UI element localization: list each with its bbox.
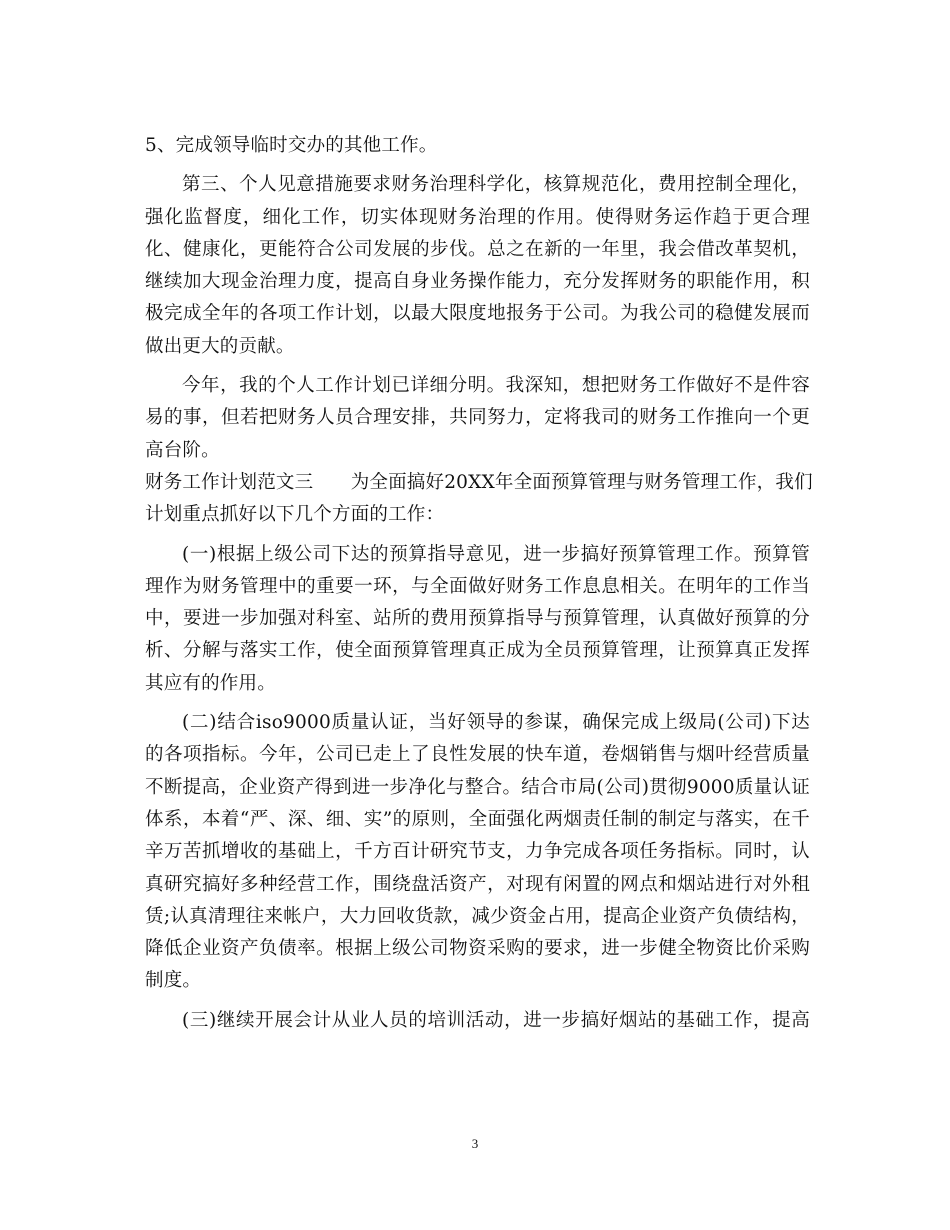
paragraph-item-5 <box>145 130 810 162</box>
paragraph-section-two <box>145 707 810 998</box>
page-number: 3 <box>471 1136 479 1151</box>
paragraph-line: 5、完成领导临时交办的其他工作。 <box>145 135 438 156</box>
paragraph-line: 做出更大的贡献。 <box>145 335 295 357</box>
paragraph-line: 真研究搞好多种经营工作，围绕盘活资产，对现有闲置的网点和烟站进行对外租 <box>145 873 810 895</box>
paragraph-section-one <box>145 539 810 700</box>
paragraph-plan-three-intro <box>145 467 813 532</box>
paragraph-line: 第三、个人见意措施要求财务治理科学化，核算规范化，费用控制全理化， <box>182 174 810 196</box>
paragraph-line: (一)根据上级公司下达的预算指导意见，进一步搞好预算管理工作。预算管 <box>182 543 810 565</box>
paragraph-line: 中，要进一步加强对科室、站所的费用预算指导与预算管理，认真做好预算的分 <box>145 608 810 630</box>
paragraph-line: 化、健康化，更能符合公司发展的步伐。总之在新的一年里，我会借改革契机， <box>145 238 810 260</box>
paragraph-line: 计划重点抓好以下几个方面的工作： <box>145 504 445 526</box>
paragraph-line: 易的事，但若把财务人员合理安排，共同努力，定将我司的财务工作推向一个更 <box>145 407 810 429</box>
paragraph-line: (三)继续开展会计从业人员的培训活动，进一步搞好烟站的基础工作，提高 <box>182 1009 810 1031</box>
paragraph-line: 强化监督度，细化工作，切实体现财务治理的作用。使得财务运作趋于更合理 <box>145 206 810 228</box>
paragraph-line: 降低企业资产负债率。根据上级公司物资采购的要求，进一步健全物资比价采购 <box>145 938 810 960</box>
paragraph-line: 理作为财务管理中的重要一环，与全面做好财务工作息息相关。在明年的工作当 <box>145 575 810 597</box>
paragraph-line: 制度。 <box>145 970 202 992</box>
paragraph-line: 的各项指标。今年，公司已走上了良性发展的快车道，卷烟销售与烟叶经营质量 <box>145 744 810 766</box>
document-body <box>145 130 813 1037</box>
paragraph-line: 赁;认真清理往来帐户，大力回收货款，减少资金占用，提高企业资产负债结构， <box>145 905 810 927</box>
paragraph-line: 体系，本着“严、深、细、实”的原则，全面强化两烟责任制的制定与落实，在千 <box>145 808 810 830</box>
paragraph-line: 不断提高，企业资产得到进一步净化与整合。结合市局(公司)贯彻9000质量认证 <box>145 776 810 798</box>
paragraph-line: 辛万苦抓增收的基础上，千方百计研究节支，力争完成各项任务指标。同时，认 <box>145 841 810 863</box>
paragraph-line: 今年，我的个人工作计划已详细分明。我深知，想把财务工作做好不是件容 <box>182 375 810 397</box>
paragraph-line: 财务工作计划范文三 为全面搞好20XX年全面预算管理与财务管理工作，我们 <box>145 471 813 493</box>
paragraph-this-year <box>145 370 810 467</box>
paragraph-section-three <box>145 1005 810 1037</box>
paragraph-line: 析、分解与落实工作，使全面预算管理真正成为全员预算管理，让预算真正发挥 <box>145 640 810 662</box>
paragraph-line: 高台阶。 <box>145 439 220 461</box>
paragraph-line: (二)结合iso9000质量认证，当好领导的参谋，确保完成上级局(公司)下达 <box>182 712 810 734</box>
paragraph-line: 极完成全年的各项工作计划，以最大限度地报务于公司。为我公司的稳健发展而 <box>145 303 810 325</box>
paragraph-line: 其应有的作用。 <box>145 672 276 694</box>
paragraph-third-measures <box>145 169 810 363</box>
paragraph-line: 继续加大现金治理力度，提高自身业务操作能力，充分发挥财务的职能作用，积 <box>145 271 810 293</box>
